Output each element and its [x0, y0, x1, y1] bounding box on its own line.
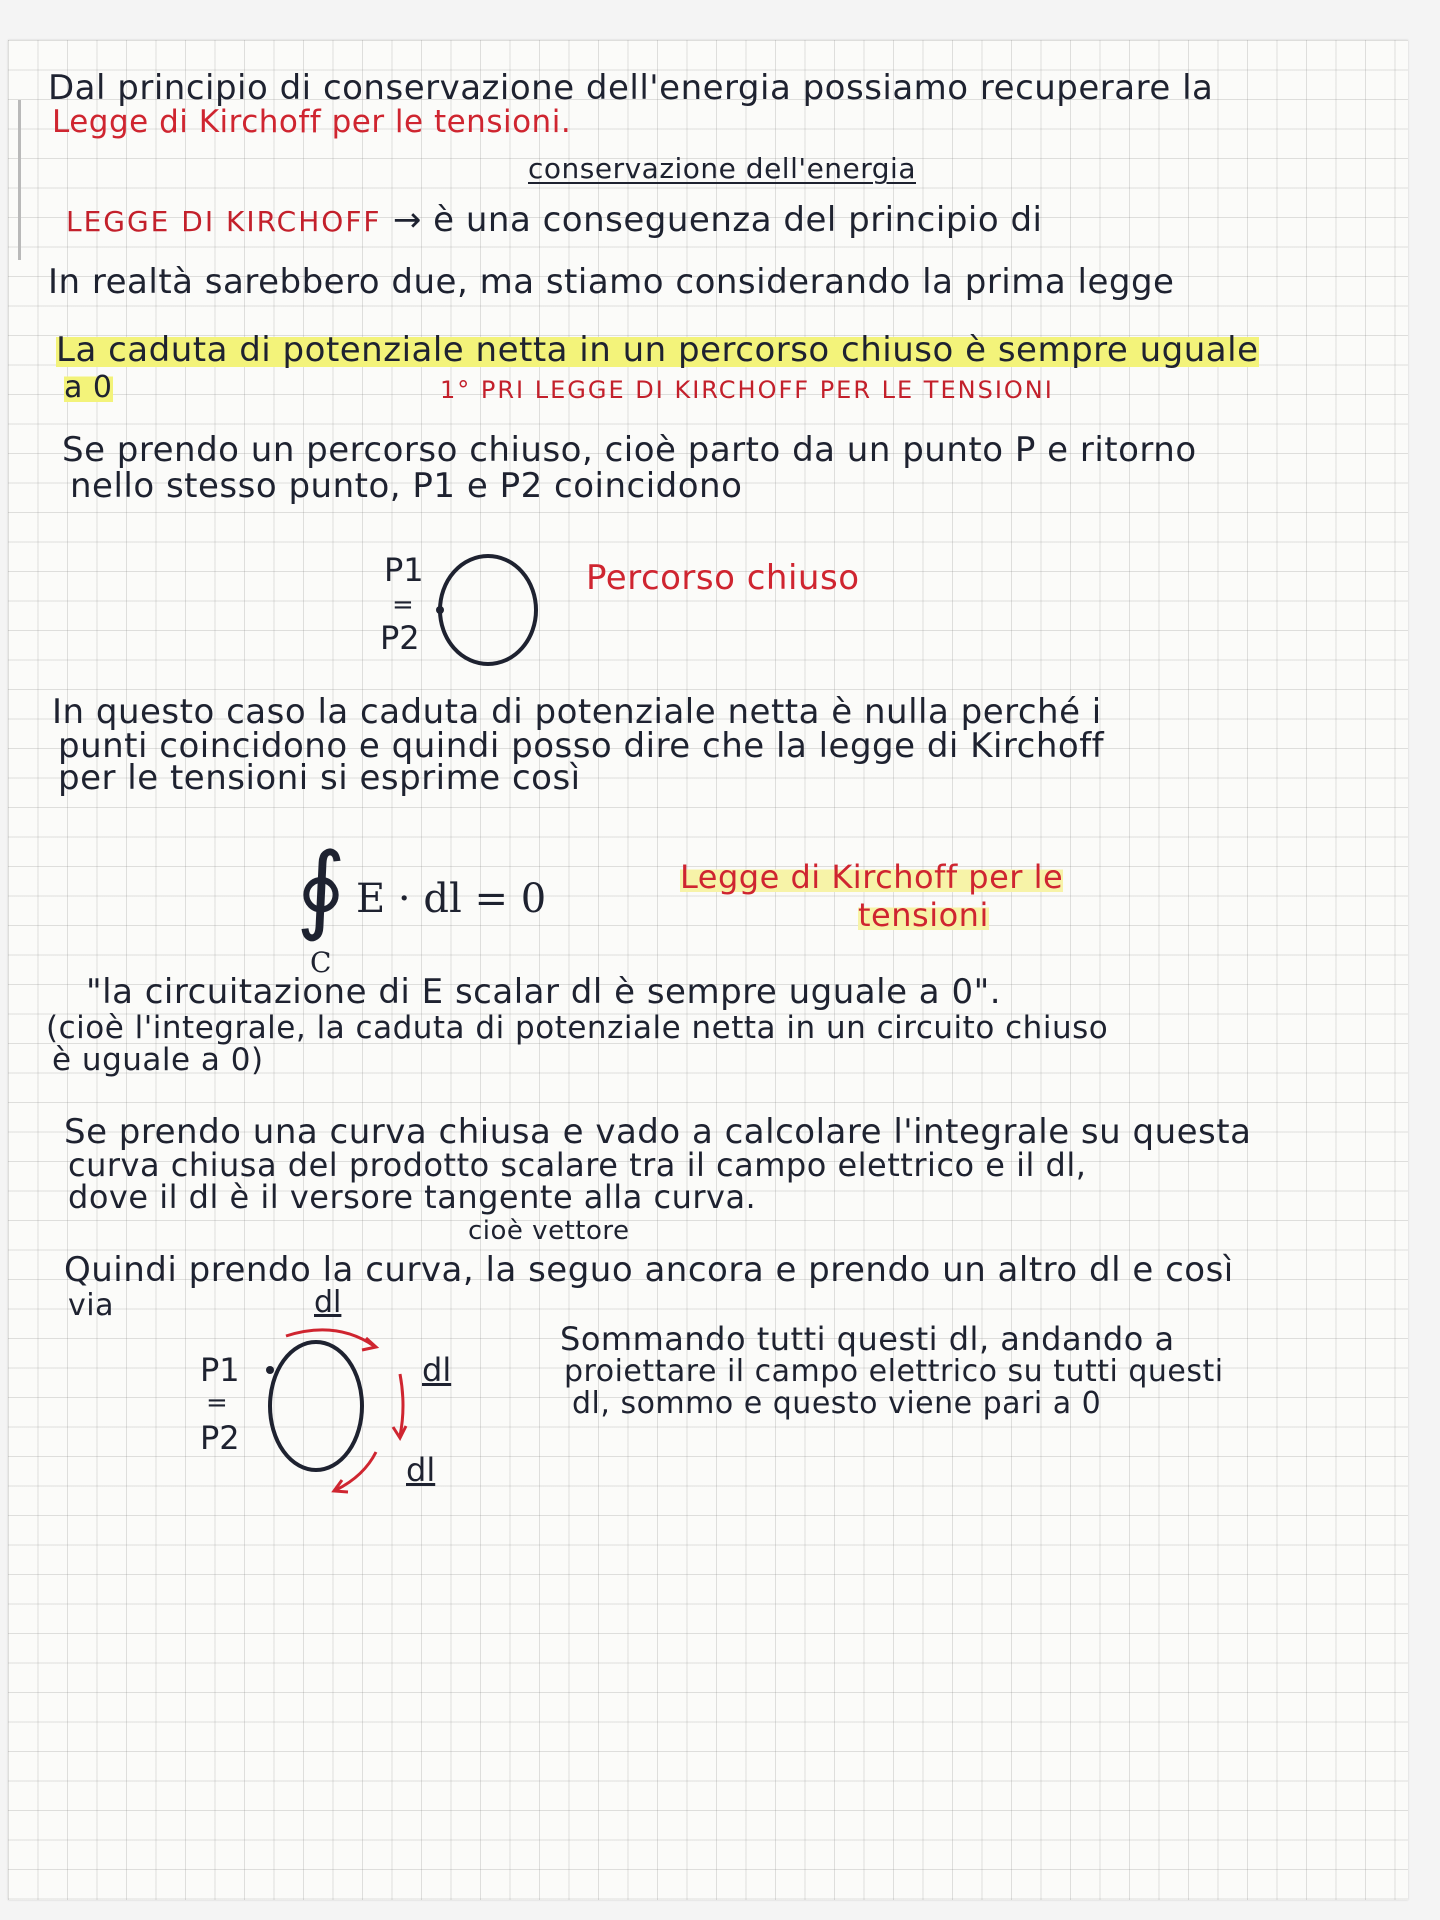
kirchoff-heading: [66, 200, 1042, 240]
first-law-note: In realtà sarebbero due, ma stiamo considerando la prima legge: [48, 262, 1175, 302]
intro-line-1: Dal principio di conservazione dell'energia possiamo recuperare la: [48, 68, 1214, 108]
curve-line-3: dove il dl è il versore tangente alla curva.: [68, 1178, 757, 1216]
curve-small-note: cioè vettore: [468, 1216, 630, 1246]
closed-path-line-1: Se prendo un percorso chiuso, cioè parto da un punto P e ritorno: [62, 430, 1197, 470]
formula-label-highlight-1: Legge di Kirchoff per le: [680, 858, 1064, 896]
dl-top-label: dl: [314, 1285, 342, 1320]
law-statement-line-2: [64, 370, 113, 405]
quote-line-1: "la circuitazione di E scalar dl è sempre uguale a 0".: [86, 972, 1002, 1012]
summary-line-1: Sommando tutti questi dl, andando a: [560, 1320, 1175, 1358]
law-statement-line-1: [56, 330, 1259, 370]
intro-line-2: Legge di Kirchoff per le tensioni.: [52, 104, 572, 140]
first-law-label: 1° PRI LEGGE DI KIRCHOFF PER LE TENSIONI: [440, 376, 1054, 404]
explanation-line-2: punti coincidono e quindi posso dire che la legge di Kirchoff: [58, 726, 1105, 766]
curve-line-2: curva chiusa del prodotto scalare tra il campo elettrico e il dl,: [68, 1146, 1087, 1184]
curve-line-5: via: [68, 1288, 114, 1323]
page-edge-mark: [18, 100, 21, 260]
diagram2-p1-label: P1: [200, 1351, 240, 1389]
kirchoff-heading-red: LEGGE DI KIRCHOFF: [66, 205, 382, 238]
curve-line-4: Quindi prendo la curva, la seguo ancora e prendo un altro dl e così: [64, 1250, 1234, 1290]
diagram2-p2-label: P2: [200, 1419, 240, 1457]
diagram2-equals-mark: =: [206, 1388, 228, 1418]
law-statement-highlight: La caduta di potenziale netta in un percorso chiuso è sempre uguale: [56, 330, 1259, 370]
explanation-line-3: per le tensioni si esprime così: [58, 758, 581, 798]
closed-path-circle-icon: [432, 550, 552, 670]
dl-bottom-label: dl: [406, 1451, 436, 1489]
quote-line-3: è uguale a 0): [52, 1042, 264, 1078]
notebook-page: [8, 40, 1408, 1900]
closed-path-line-2: nello stesso punto, P1 e P2 coincidono: [70, 466, 743, 506]
formula-body: E · dl = 0: [356, 876, 547, 922]
formula-label-highlight-2: tensioni: [858, 896, 989, 934]
dl-right-label: dl: [422, 1351, 452, 1389]
formula-label-line-1: [680, 858, 1063, 896]
closed-path-caption: Percorso chiuso: [586, 558, 860, 598]
formula-label-line-2: [858, 896, 989, 934]
summary-line-3: dl, sommo e questo viene pari a 0: [572, 1386, 1102, 1421]
diagram1-p2-label: P2: [380, 619, 420, 657]
diagram1-p1-label: P1: [384, 551, 424, 589]
formula-subscript: C: [310, 946, 332, 979]
kirchoff-heading-rest: → è una conseguenza del principio di: [392, 200, 1043, 240]
summary-line-2: proiettare il campo elettrico su tutti questi: [564, 1354, 1224, 1389]
explanation-line-1: In questo caso la caduta di potenziale netta è nulla perché i: [52, 692, 1102, 732]
curve-line-1: Se prendo una curva chiusa e vado a calcolare l'integrale su questa: [64, 1112, 1252, 1152]
law-statement-highlight-2: a 0: [64, 370, 113, 405]
contour-integral-symbol: ∮: [296, 832, 347, 944]
diagram1-equals-mark: =: [392, 590, 414, 620]
quote-line-2: (cioè l'integrale, la caduta di potenziale netta in un circuito chiuso: [46, 1010, 1109, 1046]
note-conservazione: conservazione dell'energia: [528, 152, 916, 185]
curve-with-vectors-icon: [256, 1326, 426, 1496]
